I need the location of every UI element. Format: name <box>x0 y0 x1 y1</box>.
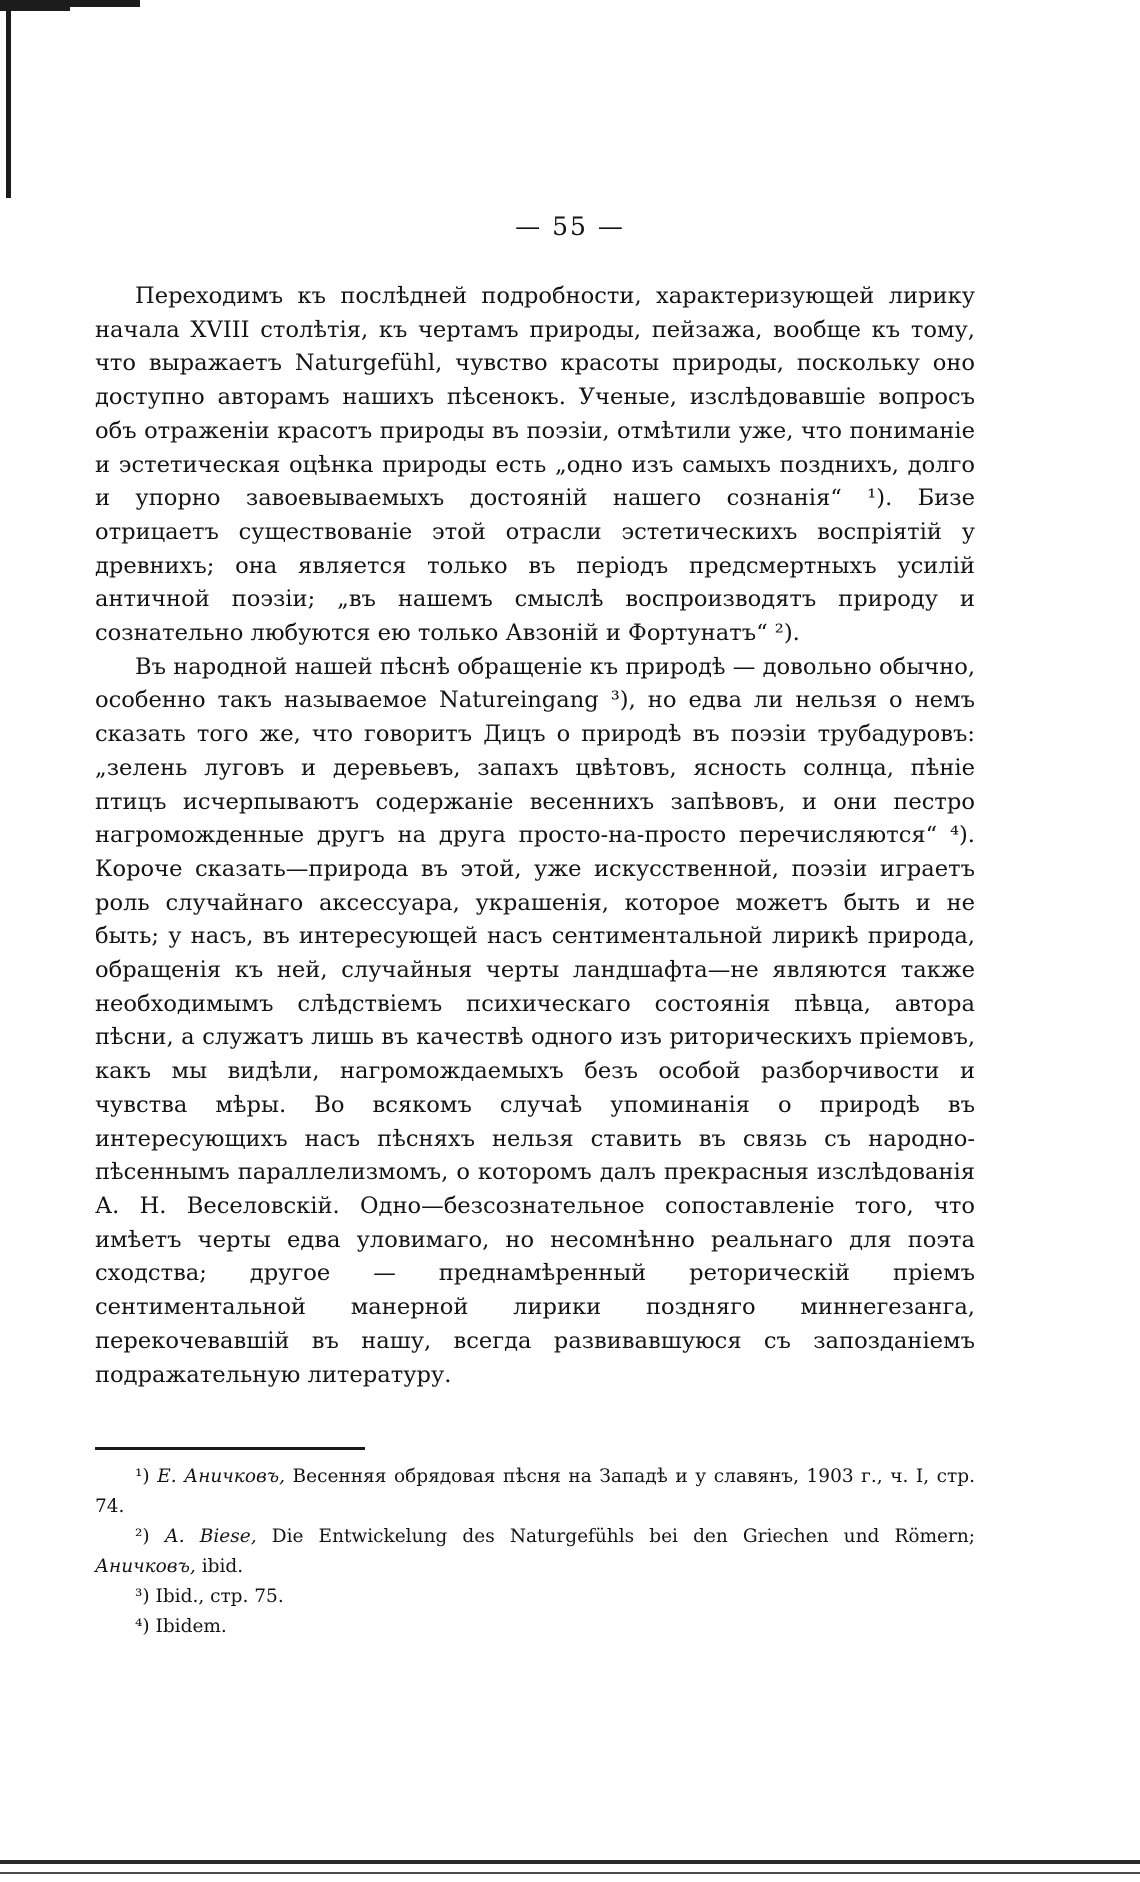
footnote-2-text: Die Entwickelung des Naturgefühls bei den Griechen und Römern; <box>271 1526 976 1547</box>
scan-edge-mark-bottom <box>0 1860 1140 1864</box>
footnote-3-mark: ³) <box>135 1586 150 1607</box>
footnote-2-text-2: ibid. <box>201 1556 244 1577</box>
footnote-1 <box>95 1462 975 1522</box>
footnote-1-text: Весенняя обрядовая пѣсня на Западѣ и у славянъ, 1903 г., ч. I, стр. 74. <box>95 1466 975 1517</box>
footnote-separator <box>95 1447 365 1450</box>
paragraph-2: Въ народной нашей пѣснѣ обращеніе къ природѣ — довольно обычно, особенно такъ называемое Natureingang ³), но едва ли нельзя о немъ сказать того же, что говоритъ Дицъ о природѣ въ поэзіи трубадуровъ: „зелень луговъ и деревьевъ, запахъ цвѣтовъ, ясность солнца, пѣніе птицъ исчерпываютъ содержаніе весеннихъ запѣвовъ, и они пестро нагроможденные другъ на друга просто-на-просто перечисляются“ ⁴). Короче сказать—природа въ этой, уже искусственной, поэзіи играетъ роль случайнаго аксессуара, украшенія, которое можетъ быть и не быть; у насъ, въ интересующей насъ сентиментальной лирикѣ природа, обращенія къ ней, случайныя черты ландшафта—не являются также необходимымъ слѣдствіемъ психическаго состоянія пѣвца, автора пѣсни, а служатъ лишь въ качествѣ одного изъ риторическихъ пріемовъ, какъ мы видѣли, нагромождаемыхъ безъ особой разборчивости и чувства мѣры. Во всякомъ случаѣ упоминанія о природѣ въ интересующихъ насъ пѣсняхъ нельзя ставить въ связь съ народно-пѣсеннымъ параллелизмомъ, о которомъ далъ прекрасныя изслѣдованія А. Н. Веселовскій. Одно—безсознательное сопоставленіе того, что имѣетъ черты едва уловимаго, но несомнѣнно реальнаго для поэта сходства; другое — преднамѣренный реторическій пріемъ сентиментальной манерной лирики поздняго миннегезанга, перекочевавшій въ нашу, всегда развивавшуюся съ запозданіемъ подражательную литературу. <box>95 653 975 1388</box>
footnote-2-author: А. Biese, <box>164 1526 257 1547</box>
footnote-2-mark: ²) <box>135 1526 150 1547</box>
footnotes <box>95 1462 975 1642</box>
paragraph-1: Переходимъ къ послѣдней подробности, характеризующей лирику начала XVIII столѣтія, къ чертамъ природы, пейзажа, вообще къ тому, что выражаетъ Naturgefühl, чувство красоты природы, поскольку оно доступно авторамъ нашихъ пѣсенокъ. Ученые, изслѣдовавшіе вопросъ объ отраженіи красотъ природы въ поэзіи, отмѣтили уже, что пониманіе и эстетическая оцѣнка природы есть „одно изъ самыхъ позднихъ, долго и упорно завоевываемыхъ достояній нашего сознанія“ ¹). Бизе отрицаетъ существованіе этой отрасли эстетическихъ воспріятій у древнихъ; она является только въ періодъ предсмертныхъ усилій античной поэзіи; „въ нашемъ смыслѣ воспроизводятъ природу и сознательно любуются ею только Авзоній и Фортунатъ“ ²). <box>95 283 975 647</box>
footnote-2 <box>95 1522 975 1582</box>
footnote-1-mark: ¹) <box>135 1466 150 1487</box>
footnote-4 <box>95 1612 975 1642</box>
footnote-4-mark: ⁴) <box>135 1616 150 1637</box>
footnote-2-author-2: Аничковъ, <box>95 1556 196 1577</box>
scan-edge-mark-bottom-thin <box>0 1872 1140 1874</box>
page-number: — 55 — <box>515 212 625 241</box>
body-text <box>95 280 975 1392</box>
footnote-3-text: Ibid., стр. 75. <box>155 1586 284 1607</box>
footnote-4-text: Ibidem. <box>155 1616 227 1637</box>
footnote-1-author: Е. Аничковъ, <box>157 1466 285 1487</box>
scan-edge-mark-left <box>6 8 11 198</box>
footnote-3 <box>95 1582 975 1612</box>
